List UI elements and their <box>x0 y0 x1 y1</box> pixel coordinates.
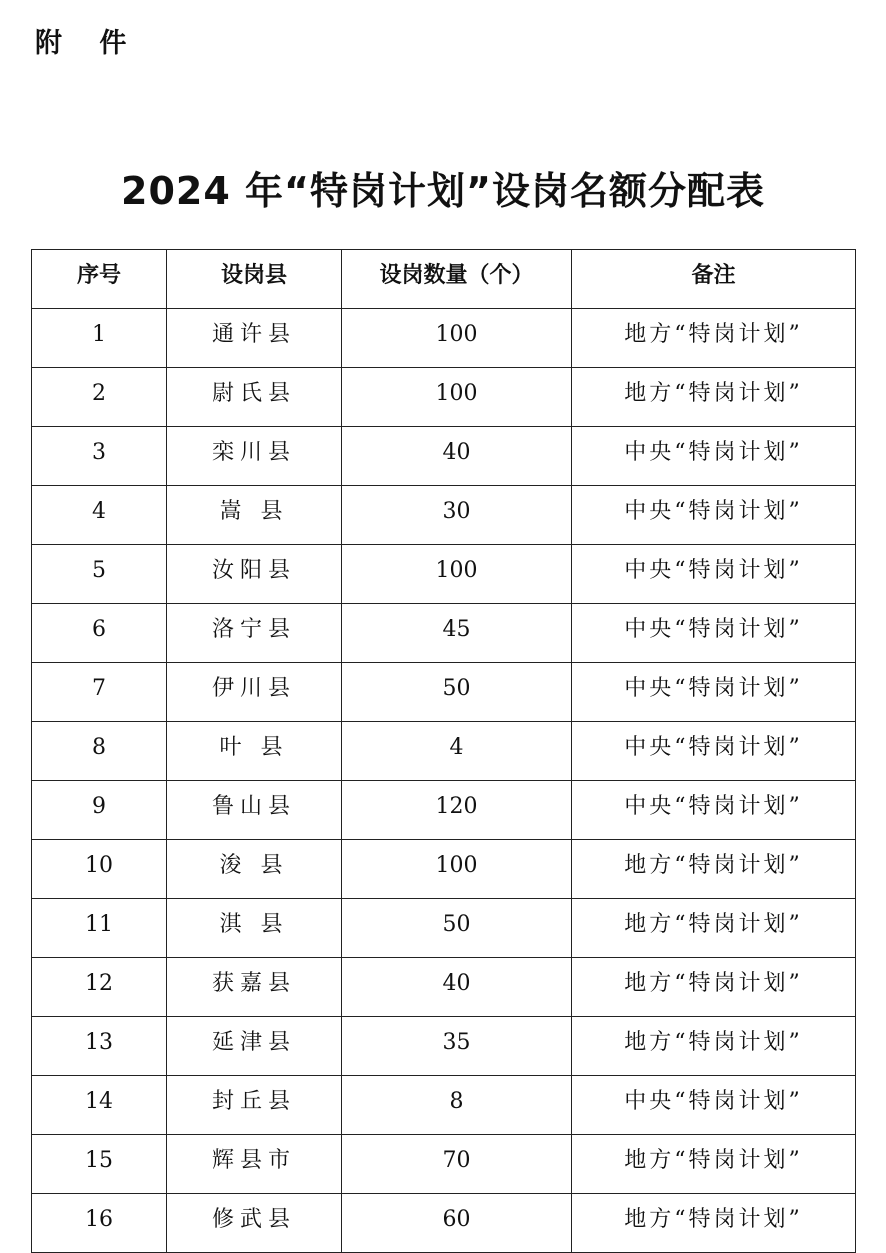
attachment-label: 附 件 <box>35 28 141 59</box>
cell-post-count: 4 <box>342 722 572 781</box>
column-header-count: 设岗数量（个） <box>342 250 572 309</box>
table-header-row <box>32 250 856 309</box>
cell-county: 尉氏县 <box>167 368 342 427</box>
cell-post-count: 45 <box>342 604 572 663</box>
table-body <box>32 309 856 1253</box>
cell-note: 中央“特岗计划” <box>572 604 856 663</box>
cell-county: 嵩 县 <box>167 486 342 545</box>
cell-post-count: 120 <box>342 781 572 840</box>
cell-post-count: 50 <box>342 899 572 958</box>
table-row <box>32 1017 856 1076</box>
table-row <box>32 781 856 840</box>
table-row <box>32 840 856 899</box>
table-row <box>32 722 856 781</box>
cell-serial-no: 3 <box>32 427 167 486</box>
cell-serial-no: 10 <box>32 840 167 899</box>
table-row <box>32 368 856 427</box>
cell-post-count: 8 <box>342 1076 572 1135</box>
cell-serial-no: 14 <box>32 1076 167 1135</box>
cell-serial-no: 15 <box>32 1135 167 1194</box>
cell-post-count: 50 <box>342 663 572 722</box>
cell-serial-no: 16 <box>32 1194 167 1253</box>
column-header-no: 序号 <box>32 250 167 309</box>
cell-serial-no: 1 <box>32 309 167 368</box>
table-row <box>32 545 856 604</box>
cell-post-count: 100 <box>342 840 572 899</box>
cell-serial-no: 11 <box>32 899 167 958</box>
cell-county: 修武县 <box>167 1194 342 1253</box>
cell-note: 中央“特岗计划” <box>572 663 856 722</box>
cell-serial-no: 12 <box>32 958 167 1017</box>
cell-note: 中央“特岗计划” <box>572 486 856 545</box>
table-row <box>32 309 856 368</box>
cell-post-count: 35 <box>342 1017 572 1076</box>
cell-serial-no: 9 <box>32 781 167 840</box>
table-row <box>32 1135 856 1194</box>
column-header-county: 设岗县 <box>167 250 342 309</box>
cell-county: 辉县市 <box>167 1135 342 1194</box>
table-row <box>32 899 856 958</box>
cell-note: 中央“特岗计划” <box>572 781 856 840</box>
table-row <box>32 958 856 1017</box>
table-row <box>32 604 856 663</box>
cell-note: 中央“特岗计划” <box>572 545 856 604</box>
table-row <box>32 1076 856 1135</box>
cell-post-count: 70 <box>342 1135 572 1194</box>
cell-post-count: 40 <box>342 427 572 486</box>
cell-post-count: 100 <box>342 545 572 604</box>
cell-note: 中央“特岗计划” <box>572 427 856 486</box>
cell-note: 地方“特岗计划” <box>572 309 856 368</box>
cell-serial-no: 5 <box>32 545 167 604</box>
table-row <box>32 663 856 722</box>
cell-note: 地方“特岗计划” <box>572 899 856 958</box>
cell-note: 中央“特岗计划” <box>572 1076 856 1135</box>
cell-county: 获嘉县 <box>167 958 342 1017</box>
column-header-note: 备注 <box>572 250 856 309</box>
quota-table <box>31 249 856 1253</box>
cell-note: 地方“特岗计划” <box>572 1135 856 1194</box>
cell-post-count: 60 <box>342 1194 572 1253</box>
cell-serial-no: 6 <box>32 604 167 663</box>
cell-post-count: 40 <box>342 958 572 1017</box>
cell-serial-no: 8 <box>32 722 167 781</box>
cell-note: 地方“特岗计划” <box>572 368 856 427</box>
table-row <box>32 486 856 545</box>
cell-county: 叶 县 <box>167 722 342 781</box>
page-title: 2024 年“特岗计划”设岗名额分配表 <box>121 169 765 213</box>
cell-county: 汝阳县 <box>167 545 342 604</box>
cell-county: 浚 县 <box>167 840 342 899</box>
cell-county: 栾川县 <box>167 427 342 486</box>
cell-note: 地方“特岗计划” <box>572 840 856 899</box>
cell-post-count: 100 <box>342 309 572 368</box>
cell-post-count: 30 <box>342 486 572 545</box>
table-row <box>32 1194 856 1253</box>
cell-county: 淇 县 <box>167 899 342 958</box>
cell-post-count: 100 <box>342 368 572 427</box>
cell-serial-no: 4 <box>32 486 167 545</box>
table-row <box>32 427 856 486</box>
cell-county: 伊川县 <box>167 663 342 722</box>
cell-county: 洛宁县 <box>167 604 342 663</box>
cell-county: 鲁山县 <box>167 781 342 840</box>
cell-serial-no: 2 <box>32 368 167 427</box>
cell-county: 延津县 <box>167 1017 342 1076</box>
cell-note: 地方“特岗计划” <box>572 958 856 1017</box>
cell-note: 中央“特岗计划” <box>572 722 856 781</box>
cell-note: 地方“特岗计划” <box>572 1194 856 1253</box>
cell-serial-no: 13 <box>32 1017 167 1076</box>
cell-county: 通许县 <box>167 309 342 368</box>
cell-serial-no: 7 <box>32 663 167 722</box>
cell-county: 封丘县 <box>167 1076 342 1135</box>
cell-note: 地方“特岗计划” <box>572 1017 856 1076</box>
